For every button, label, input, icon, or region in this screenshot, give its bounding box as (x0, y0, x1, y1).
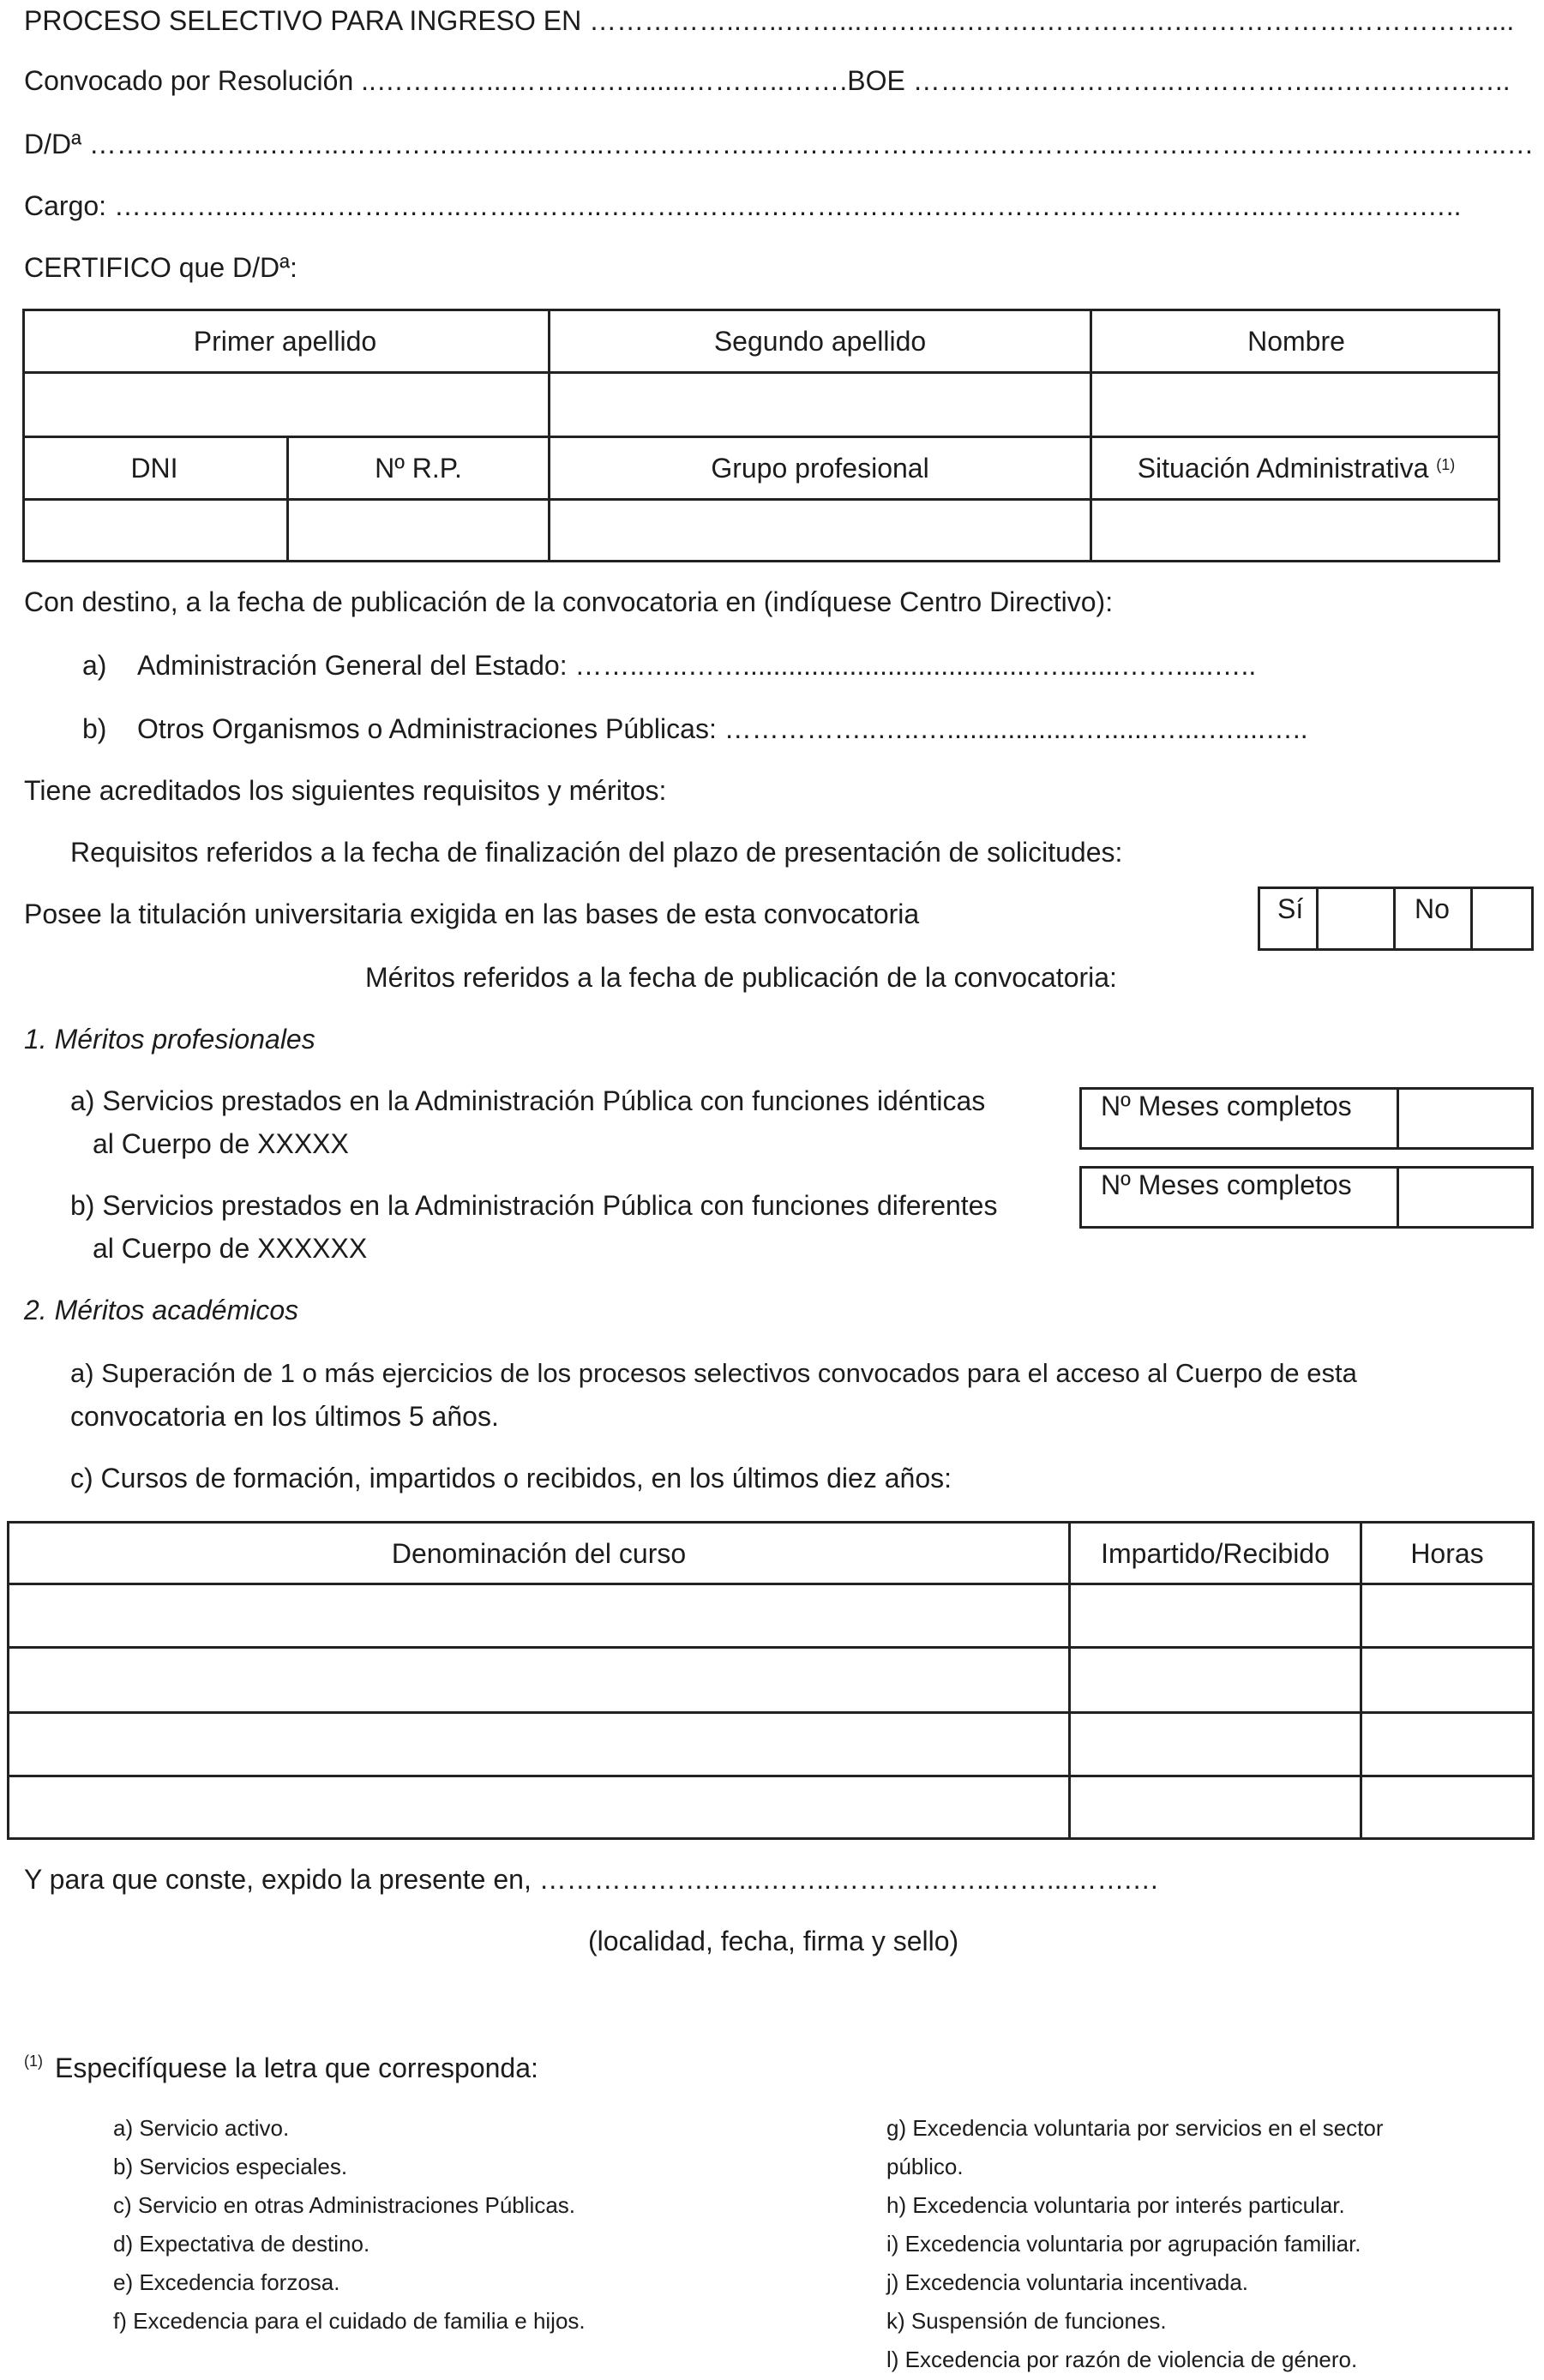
destino-b-letter: b) (82, 713, 107, 744)
conste-line: Y para que conste, expido la presente en, ……………….…...……..……….……..……...…….… (24, 1864, 1160, 1895)
curso-impartido-field[interactable] (1074, 1588, 1358, 1643)
table-rule (1397, 1087, 1399, 1150)
table-rule (7, 1711, 1535, 1714)
primer-apellido-header: Primer apellido (193, 326, 377, 357)
curso-horas-field[interactable] (1366, 1651, 1532, 1708)
meritos-academicos-heading: 2. Méritos académicos (24, 1295, 299, 1325)
segundo-apellido-field[interactable] (554, 377, 1087, 432)
footnote-item: g) Excedencia voluntaria por servicios en el sector (886, 2115, 1384, 2141)
curso-denominacion-field[interactable] (14, 1588, 1066, 1643)
grupo-profesional-header: Grupo profesional (711, 453, 929, 484)
curso-impartido-field[interactable] (1074, 1651, 1358, 1708)
segundo-apellido-header: Segundo apellido (713, 326, 927, 357)
curso-horas-field[interactable] (1366, 1780, 1532, 1836)
situacion-administrativa-field[interactable] (1096, 504, 1497, 559)
si-label: Sí (1277, 893, 1304, 924)
curso-horas-field[interactable] (1366, 1716, 1532, 1771)
curso-impartido-field[interactable] (1074, 1716, 1358, 1771)
table-rule (7, 1775, 1535, 1777)
cargo-line: Cargo: …………..……..……………..……..……..……….……..……….……….………………………….…..……….…….….. (24, 190, 1462, 221)
meses-identicos-field[interactable] (1403, 1092, 1531, 1145)
footnote-item: h) Excedencia voluntaria por interés particular. (886, 2192, 1345, 2218)
superacion-line1: a) Superación de 1 o más ejercicios de los procesos selectivos convocados para el acceso al Cuerpo de esta (70, 1358, 1357, 1388)
meritos-title: Méritos referidos a la fecha de publicación de la convocatoria: (365, 962, 1117, 993)
footnote-item: público. (886, 2154, 964, 2179)
situacion-label: Situación Administrativa (1137, 453, 1429, 484)
superacion-line2: convocatoria en los últimos 5 años. (70, 1401, 499, 1432)
footnote-item: f) Excedencia para el cuidado de familia e hijos. (113, 2308, 586, 2334)
table-rule (22, 498, 1500, 501)
no-label: No (1415, 893, 1450, 924)
footnote-ref: (1) (1436, 456, 1456, 473)
proceso-selectivo-line: PROCESO SELECTIVO PARA INGRESO EN ……………..…..……...……...….…….…………….…………………………….... (24, 5, 1515, 36)
footnote-item: j) Excedencia voluntaria incentivada. (886, 2269, 1249, 2295)
footnote-item: i) Excedencia voluntaria por agrupación familiar. (886, 2231, 1361, 2257)
nrp-header: Nº R.P. (375, 453, 462, 484)
nombre-field[interactable] (1096, 377, 1497, 432)
footnote-item: c) Servicio en otras Administraciones Públicas. (113, 2192, 576, 2218)
meses-diferentes-field[interactable] (1403, 1171, 1531, 1224)
si-checkbox[interactable] (1320, 892, 1389, 947)
certifico-line: CERTIFICO que D/Dª: (24, 252, 297, 283)
situacion-administrativa-header (1092, 438, 1500, 498)
table-rule (1316, 886, 1319, 951)
servicios-identicos-line2: al Cuerpo de XXXXX (93, 1128, 349, 1159)
destino-b-text: Otros Organismos o Administraciones Públicas: ……………..…..….................…......…....…....….. (137, 713, 1308, 744)
table-rule (7, 1646, 1535, 1649)
requisitos-subtitle: Requisitos referidos a la fecha de finalización del plazo de presentación de solicitudes: (70, 837, 1123, 868)
titulacion-line: Posee la titulación universitaria exigida en las bases de esta convocatoria (24, 899, 920, 929)
impartido-recibido-header: Impartido/Recibido (1101, 1537, 1330, 1569)
requisitos-intro: Tiene acreditados los siguientes requisitos y méritos: (24, 775, 667, 806)
servicios-diferentes-line1: b) Servicios prestados en la Administración Pública con funciones diferentes (70, 1190, 998, 1221)
curso-impartido-field[interactable] (1074, 1780, 1358, 1836)
interesado-line: D/Dª ………………..……..…………..……..……..……….……..……….……….………………..……..……………..……….……..… (24, 129, 1535, 159)
footnote-item: d) Expectativa de destino. (113, 2231, 370, 2257)
destino-intro: Con destino, a la fecha de publicación de la convocatoria en (indíquese Centro Directivo): (24, 586, 1114, 617)
denominacion-header: Denominación del curso (391, 1537, 687, 1569)
table-rule (22, 371, 1500, 374)
no-checkbox[interactable] (1475, 892, 1529, 947)
primer-apellido-field[interactable] (27, 377, 545, 432)
dni-header: DNI (130, 453, 178, 484)
footnote-item: e) Excedencia forzosa. (113, 2269, 340, 2295)
meses-label-diferentes: Nº Meses completos (1101, 1169, 1352, 1200)
meritos-profesionales-heading: 1. Méritos profesionales (24, 1024, 315, 1055)
curso-denominacion-field[interactable] (14, 1651, 1066, 1708)
dni-field[interactable] (27, 504, 285, 559)
destino-a-letter: a) (82, 650, 107, 681)
servicios-diferentes-line2: al Cuerpo de XXXXXX (93, 1233, 368, 1264)
footnote-item: l) Excedencia por razón de violencia de género. (886, 2347, 1358, 2372)
footnote-item: k) Suspensión de funciones. (886, 2308, 1167, 2334)
nrp-field[interactable] (292, 504, 546, 559)
table-rule (1397, 1166, 1399, 1229)
table-rule (1393, 886, 1396, 951)
footnote-mark: (1) (24, 2052, 43, 2070)
nombre-header: Nombre (1247, 326, 1345, 357)
footnote-item: b) Servicios especiales. (113, 2154, 348, 2179)
servicios-identicos-line1: a) Servicios prestados en la Administración Pública con funciones idénticas (70, 1085, 986, 1116)
grupo-profesional-field[interactable] (554, 504, 1087, 559)
horas-header: Horas (1410, 1537, 1484, 1569)
localidad-fecha-firma: (localidad, fecha, firma y sello) (588, 1926, 959, 1956)
footnote-title: Especifíquese la letra que corresponda: (55, 2052, 538, 2083)
meses-label-identicos: Nº Meses completos (1101, 1091, 1352, 1121)
convocado-line: Convocado por Resolución ..…………...…….….….......………..…….BOE ………………………..……………...…….….….….. (24, 65, 1511, 96)
curso-denominacion-field[interactable] (14, 1716, 1066, 1771)
footnote-item: a) Servicio activo. (113, 2115, 290, 2141)
destino-a-text: Administración General del Estado: ……..…..……......................................…........…….....….. (137, 650, 1257, 681)
curso-denominacion-field[interactable] (14, 1780, 1066, 1836)
table-rule (7, 1583, 1535, 1585)
table-rule (1470, 886, 1473, 951)
cursos-line: c) Cursos de formación, impartidos o recibidos, en los últimos diez años: (70, 1463, 952, 1494)
curso-horas-field[interactable] (1366, 1588, 1532, 1643)
